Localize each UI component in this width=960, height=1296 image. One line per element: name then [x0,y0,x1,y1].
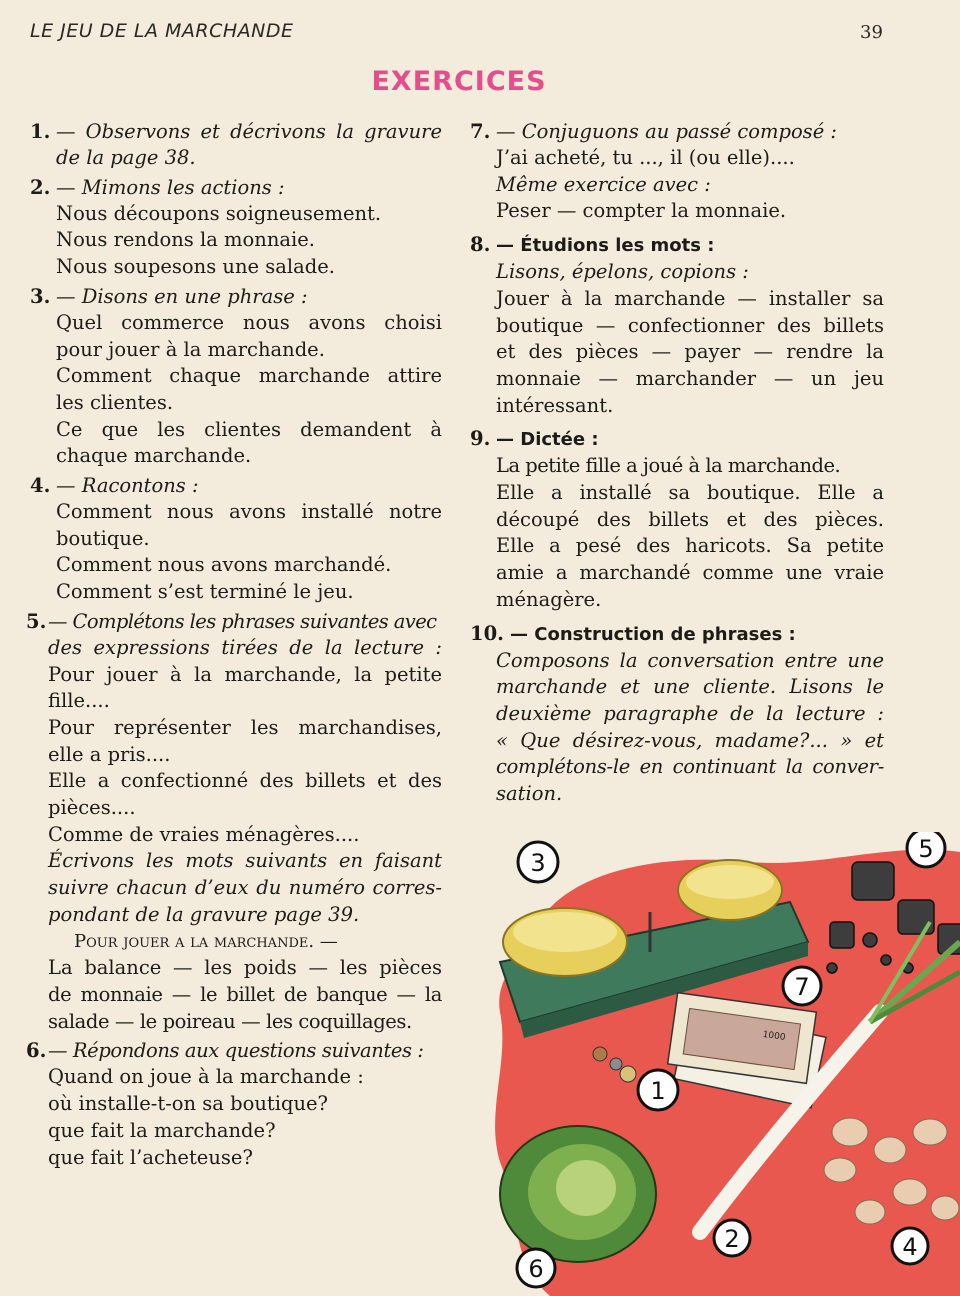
exercise-line: pour jouer à la marchande. [56,337,325,361]
exercise-line: amie a marchandé comme une vraie [496,561,884,585]
exercise-instruction: Même exercice avec : [496,172,711,196]
exercise-line: La balance — les poids — les pièces [48,956,442,980]
exercise-line: Quel commerce nous avons choisi [56,310,442,334]
exercise-line: elle a pris.... [48,742,171,766]
exercise-line: Pour jouer à la marchande, la petite [48,662,442,686]
exercise-instruction: deuxième paragraphe de la lecture : [496,701,884,725]
exercise-number: 8. [470,233,491,257]
exercise-title: — Observons et décrivons la gravure [56,120,442,143]
exercise-title: — Complétons les phrases suivantes avec [48,609,437,633]
exercise-title: — Disons en une phrase : [56,284,308,308]
market-game-illustration [490,832,960,1296]
exercise-title-continuation: des expressions tirées de la lecture : [48,635,442,659]
exercise-instruction: Lisons, épelons, copions : [496,260,749,284]
exercise-line: découpé des billets et des pièces. [496,507,884,531]
exercise-title: — Construction de phrases : [510,623,796,645]
svg-text:5: 5 [918,835,934,863]
exercise-line: intéressant. [496,393,614,417]
exercise-line: fille.... [48,689,110,713]
exercise-title: — Répondons aux questions suivantes : [48,1039,424,1063]
marker-7 [783,967,821,1005]
exercise-line: Nous rendons la monnaie. [56,228,315,252]
exercise-line: salade — le poireau — les coquillages. [48,1009,412,1033]
exercise-line: boutique. [56,526,150,550]
exercise-6 [26,1037,442,1171]
exercise-line: Comme de vraies ménagères.... [48,822,360,846]
exercise-line: chaque marchande. [56,444,252,468]
exercise-line: Elle a confectionné des billets et des [48,769,442,793]
exercise-title: — Racontons : [56,474,199,498]
exercise-line: Comment nous avons installé notre [56,500,442,524]
exercise-instruction: sation. [496,782,563,806]
exercise-line: Quand on joue à la marchande : [48,1065,364,1089]
exercise-line: J’ai acheté, tu ..., il (ou elle).... [496,146,795,169]
exercise-number: 9. [470,427,491,451]
exercise-4 [30,472,442,606]
exercise-line: Peser — compter la monnaie. [496,199,787,223]
exercise-instruction: complétons-le en continuant la conver- [496,755,884,779]
marker-2 [714,1220,750,1256]
section-title: EXERCICES [371,66,547,97]
page-number: 39 [860,22,883,43]
exercise-line: La petite fille a joué à la marchande. [496,454,841,478]
exercise-number: 5. [26,609,47,633]
exercise-instruction: marchande et une cliente. Lisons le [496,675,884,699]
svg-text:7: 7 [794,973,810,1001]
exercise-number: 3. [30,284,51,308]
exercise-line: où installe-t-on sa boutique? [48,1092,329,1116]
exercise-line: pièces.... [48,796,136,820]
exercise-instruction: « Que désirez-vous, madame?... » et [496,728,884,752]
exercise-line: de la page 38. [56,146,196,169]
exercise-2 [30,174,442,281]
exercise-10 [470,620,884,808]
exercise-number: 6. [26,1039,47,1063]
svg-text:1: 1 [650,1077,666,1105]
marker-1 [638,1070,678,1110]
exercise-line: les clientes. [56,390,174,414]
exercise-line: Pour représenter les marchandises, [48,715,442,739]
right-column [470,118,884,810]
word-list-heading: Pour jouer a la marchande. — [74,930,338,952]
exercise-title: — Étudions les mots : [496,235,715,257]
banknote-value: 1000 [761,1029,787,1043]
exercise-line: Nous soupesons une salade. [56,255,335,279]
exercise-title: — Dictée : [496,429,599,451]
marker-6 [517,1249,555,1287]
exercise-instruction: Composons la conversation entre une [496,648,884,672]
exercise-line: de monnaie — le billet de banque — la [48,982,442,1006]
marker-3 [518,842,558,882]
exercise-line: que fait l’acheteuse? [48,1145,253,1169]
exercise-line: Comment nous avons marchandé. [56,553,392,577]
exercise-line: que fait la marchande? [48,1118,276,1142]
exercise-5 [26,608,442,1036]
exercise-9 [470,425,884,613]
lettuce [500,1126,656,1262]
marker-4 [892,1228,928,1264]
exercise-number: 7. [470,120,491,143]
svg-text:2: 2 [724,1225,740,1253]
svg-text:4: 4 [902,1233,918,1261]
exercise-line: Jouer à la marchande — installer sa [496,286,884,310]
exercise-8 [470,231,884,419]
marker-5 [907,832,945,867]
exercise-line: ménagère. [496,587,602,611]
exercise-number: 4. [30,474,51,498]
exercise-title: — Mimons les actions : [56,175,285,199]
exercise-line: Comment s’est terminé le jeu. [56,580,354,604]
exercise-line: Elle a installé sa boutique. Elle a [496,481,884,505]
exercise-line: Elle a pesé des haricots. Sa petite [496,534,884,558]
exercise-instruction: suivre chacun d’eux du numéro corres- [48,876,442,900]
exercise-line: boutique — confectionner des billets [496,313,884,337]
exercise-7 [470,118,884,225]
exercise-line: monnaie — marchander — un jeu [496,366,884,390]
exercise-line: Ce que les clientes demandent à [56,417,442,441]
running-head: LE JEU DE LA MARCHANDE [30,20,294,42]
left-column [26,118,442,1173]
exercise-1 [30,118,442,172]
exercise-number: 10. [470,621,504,645]
exercise-line: Nous découpons soigneusement. [56,201,382,225]
exercise-number: 2. [30,175,51,199]
exercise-title: — Conjuguons au passé composé : [496,120,838,143]
exercise-line: et des pièces — payer — rendre la [496,340,884,364]
exercise-number: 1. [30,120,51,143]
exercise-3 [30,283,442,470]
exercise-instruction: Écrivons les mots suivants en faisant [48,849,442,873]
svg-text:6: 6 [528,1255,544,1283]
exercise-line: Comment chaque marchande attire [56,364,442,388]
exercise-instruction: pondant de la gravure page 39. [48,902,360,926]
svg-text:3: 3 [530,849,546,877]
